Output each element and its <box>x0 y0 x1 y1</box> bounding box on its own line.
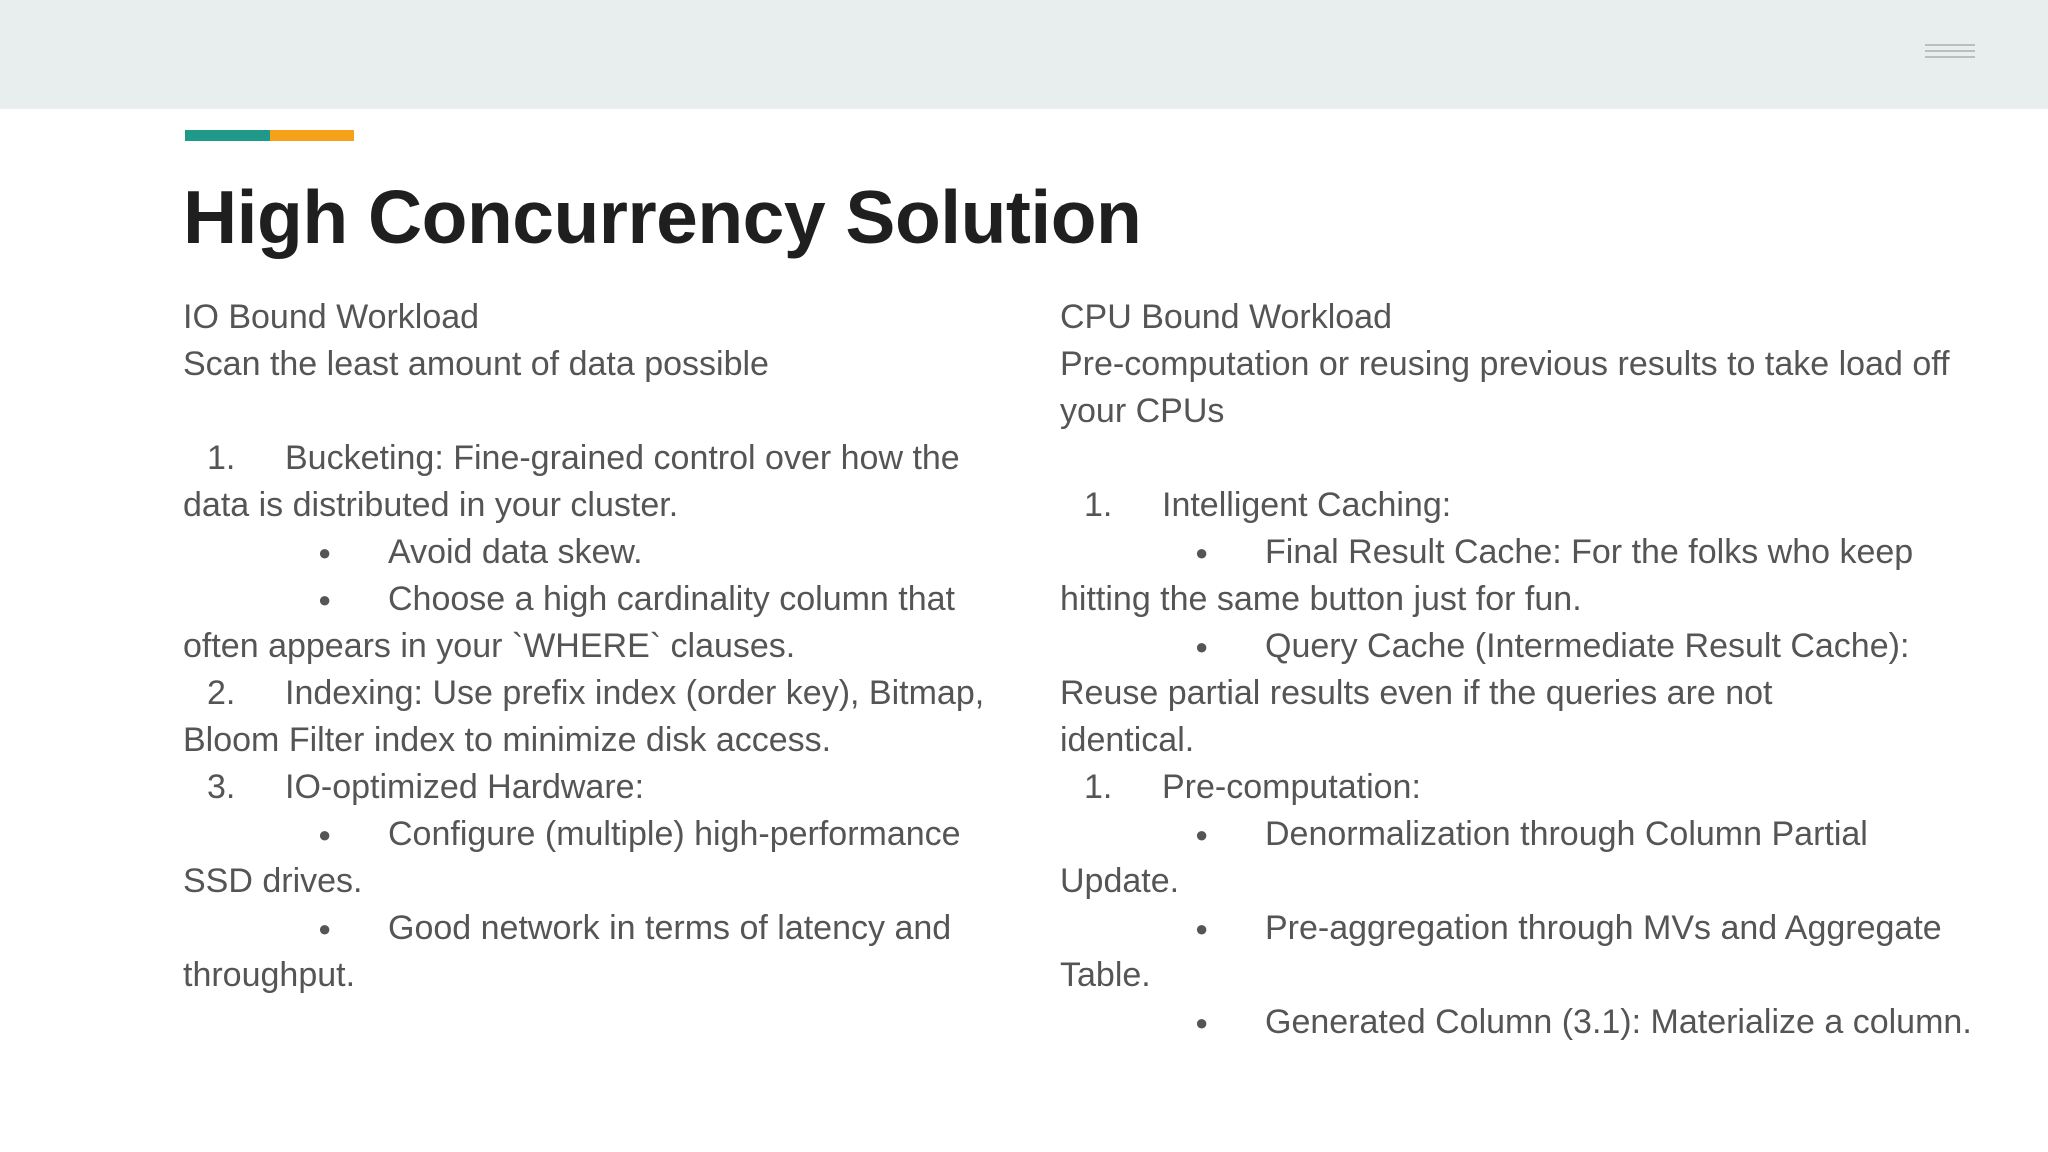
bullet-item <box>183 576 1043 623</box>
io-bound-heading: IO Bound Workload <box>183 298 480 336</box>
bullet-text: Configure (multiple) high-performance <box>388 815 961 853</box>
bullet-text: SSD drives. <box>183 862 363 900</box>
bullet-text: Good network in terms of latency and <box>388 909 952 947</box>
io-bound-subheading: Scan the least amount of data possible <box>183 345 769 383</box>
bullet-icon: ● <box>1195 540 1209 565</box>
cpu-bound-column <box>1060 294 1990 1046</box>
bullet-text: hitting the same button just for fun. <box>1060 580 1582 618</box>
accent-bar-orange <box>270 130 354 141</box>
bullet-text: Query Cache (Intermediate Result Cache): <box>1265 627 1910 665</box>
bullet-item <box>183 905 1043 952</box>
bullet-item <box>1060 999 1990 1046</box>
item-text: Bucketing: Fine-grained control over how the <box>285 439 960 477</box>
bullet-text: Table. <box>1060 956 1151 994</box>
item-text: Pre-computation: <box>1162 768 1421 806</box>
bullet-icon: ● <box>318 916 332 941</box>
cpu-bound-subheading: Pre-computation or reusing previous results to take load off <box>1060 345 1950 383</box>
cpu-bound-subheading-cont: your CPUs <box>1060 392 1225 430</box>
bullet-item <box>1060 623 1990 670</box>
bullet-text: Denormalization through Column Partial <box>1265 815 1868 853</box>
item-number: 1. <box>1084 768 1113 806</box>
slide-header-bar <box>0 0 2048 109</box>
bullet-icon: ● <box>1195 822 1209 847</box>
item-number: 3. <box>207 768 236 806</box>
list-item <box>183 435 1043 482</box>
accent-bar-teal <box>185 130 270 141</box>
cpu-bound-heading: CPU Bound Workload <box>1060 298 1392 336</box>
bullet-text: identical. <box>1060 721 1195 759</box>
item-text: Bloom Filter index to minimize disk access. <box>183 721 832 759</box>
item-text: data is distributed in your cluster. <box>183 486 679 524</box>
list-item <box>183 764 1043 811</box>
bullet-icon: ● <box>1195 634 1209 659</box>
bullet-text: Update. <box>1060 862 1180 900</box>
list-item <box>183 670 1043 717</box>
item-number: 2. <box>207 674 236 712</box>
bullet-icon: ● <box>318 540 332 565</box>
bullet-text: often appears in your `WHERE` clauses. <box>183 627 796 665</box>
bullet-item <box>1060 529 1990 576</box>
bullet-text: Avoid data skew. <box>388 533 643 571</box>
list-item <box>1060 764 1990 811</box>
bullet-item <box>183 529 1043 576</box>
bullet-text: Choose a high cardinality column that <box>388 580 955 618</box>
bullet-item <box>183 811 1043 858</box>
slide-title: High Concurrency Solution <box>183 175 1142 259</box>
item-text: IO-optimized Hardware: <box>285 768 645 806</box>
list-item <box>1060 482 1990 529</box>
io-bound-column <box>183 294 1043 999</box>
bullet-icon: ● <box>318 587 332 612</box>
item-number: 1. <box>1084 486 1113 524</box>
bullet-text: Pre-aggregation through MVs and Aggregate <box>1265 909 1942 947</box>
bullet-icon: ● <box>318 822 332 847</box>
bullet-item <box>1060 811 1990 858</box>
item-text: Intelligent Caching: <box>1162 486 1452 524</box>
hamburger-menu-icon[interactable] <box>1925 44 1975 64</box>
bullet-text: Final Result Cache: For the folks who keep <box>1265 533 1914 571</box>
bullet-text: Generated Column (3.1): Materialize a column. <box>1265 1003 1972 1041</box>
bullet-icon: ● <box>1195 916 1209 941</box>
bullet-item <box>1060 905 1990 952</box>
bullet-text: Reuse partial results even if the queries are not <box>1060 674 1773 712</box>
bullet-icon: ● <box>1195 1010 1209 1035</box>
item-number: 1. <box>207 439 236 477</box>
bullet-text: throughput. <box>183 956 356 994</box>
item-text: Indexing: Use prefix index (order key), Bitmap, <box>285 674 985 712</box>
